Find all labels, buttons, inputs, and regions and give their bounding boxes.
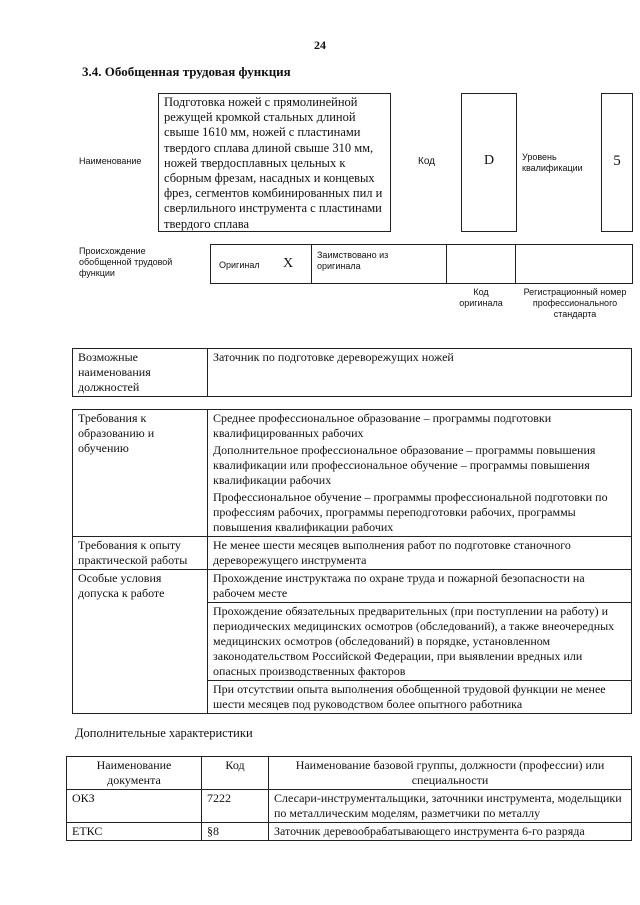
row-code: 7222 — [202, 790, 269, 823]
positions-table — [72, 348, 632, 397]
level-label: Уровень квалификации — [522, 152, 583, 173]
education-label: Требования к образованию и обучению — [73, 410, 208, 537]
name-label: Наименование — [79, 156, 142, 166]
original-mark: X — [283, 256, 294, 271]
column-header-code: Код — [202, 757, 269, 790]
level-value: 5 — [601, 93, 633, 232]
row-code: §8 — [202, 823, 269, 841]
origin-label: Происхождение обобщенной трудовой функции — [79, 246, 173, 278]
code-original-caption: Код оригинала — [459, 287, 503, 308]
origin-borrowed-cell — [311, 244, 447, 284]
table-row — [67, 823, 632, 841]
reg-number-cell — [515, 244, 633, 284]
special-conditions-value — [208, 570, 632, 714]
row-name: Заточник деревообрабатывающего инструмента 6-го разряда — [269, 823, 632, 841]
additional-title: Дополнительные характеристики — [75, 726, 253, 740]
reg-number-caption: Регистрационный номер профессионального стандарта — [523, 287, 627, 319]
row-document: ЕТКС — [67, 823, 202, 841]
column-header-document: Наименование документа — [67, 757, 202, 790]
page-number: 24 — [314, 38, 326, 52]
special-conditions-label: Особые условия допуска к работе — [73, 570, 208, 714]
borrowed-label: Заимствовано из оригинала — [317, 250, 389, 271]
experience-value: Не менее шести месяцев выполнения работ по подготовке станочного дереворежущего инструмента — [208, 537, 632, 570]
row-name: Слесари-инструментальщики, заточники инструмента, модельщики по металлическим моделям, разметчики по металлу — [269, 790, 632, 823]
positions-label: Возможные наименования должностей — [73, 349, 208, 397]
section-title: 3.4. Обобщенная трудовая функция — [82, 64, 291, 79]
row-document: ОКЗ — [67, 790, 202, 823]
name-value: Подготовка ножей с прямолинейной режущей кромкой стальных длиной свыше 1610 мм, ножей с пластинами твердого сплава длиной свыше 310 мм, ножей твердосплавных цельных к сборным фрезам, насадных и концевых фрез, сегментов комбинированных пил и сверлильного инструмента с пластинами твердого сплава — [158, 93, 391, 232]
experience-label: Требования к опыту практической работы — [73, 537, 208, 570]
special-conditions-row — [73, 570, 632, 714]
original-label: Оригинал — [219, 260, 260, 270]
education-line: Профессиональное обучение – программы профессиональной подготовки по профессиям рабочих, программы переподготовки рабочих, программы повышения квалификации рабочих — [213, 490, 608, 534]
condition-line: Прохождение инструктажа по охране труда и пожарной безопасности на рабочем месте — [208, 570, 631, 603]
code-value: D — [461, 93, 517, 232]
code-label: Код — [418, 156, 436, 167]
education-row — [73, 410, 632, 537]
education-line: Среднее профессиональное образование – программы подготовки квалифицированных рабочих — [213, 411, 552, 440]
origin-original-cell — [210, 244, 312, 284]
column-header-name: Наименование базовой группы, должности (профессии) или специальности — [269, 757, 632, 790]
code-original-cell — [446, 244, 516, 284]
table-row — [67, 790, 632, 823]
additional-table — [66, 756, 632, 841]
condition-line: При отсутствии опыта выполнения обобщенной трудовой функции не менее шести месяцев под руководством более опытного работника — [213, 682, 606, 711]
condition-line: Прохождение обязательных предварительных (при поступлении на работу) и периодических медицинских осмотров (обследований), а также внеочередных медицинских осмотров (обследований) в порядке, установленном законодательством Российской Федерации, при выявлении вредных или опасных производственных факторов — [208, 603, 631, 681]
additional-header-row — [67, 757, 632, 790]
positions-value: Заточник по подготовке дереворежущих ножей — [208, 349, 632, 397]
requirements-table — [72, 409, 632, 714]
experience-row — [73, 537, 632, 570]
positions-row — [73, 349, 632, 397]
education-value — [208, 410, 632, 537]
education-line: Дополнительное профессиональное образование – программы повышения квалификации или профессиональное обучение – программы повышения квалификации рабочих — [213, 443, 596, 487]
